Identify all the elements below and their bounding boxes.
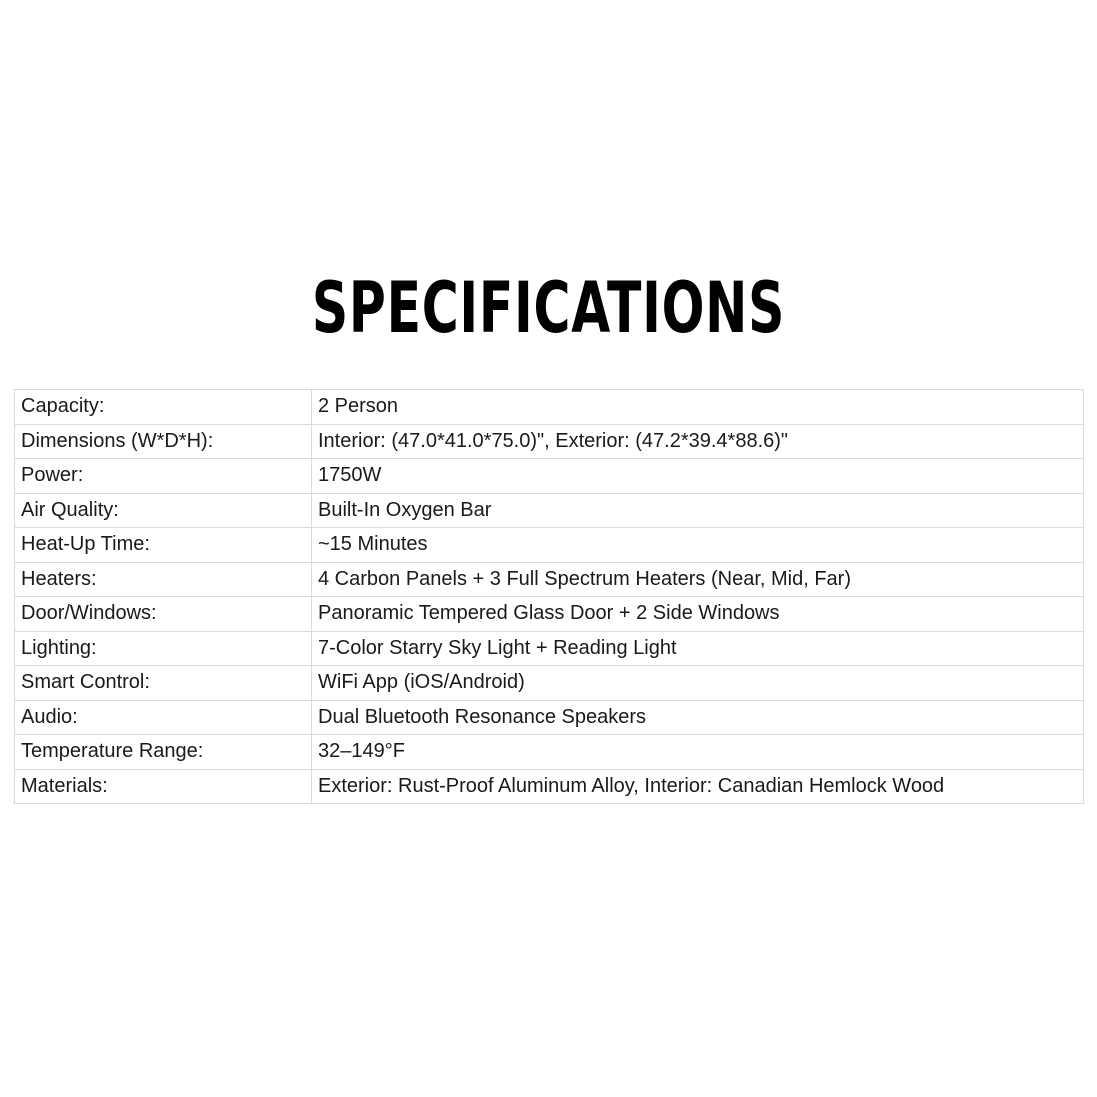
spec-row-smart-control — [15, 666, 1084, 701]
spec-row-lighting — [15, 631, 1084, 666]
spec-label: Lighting: — [15, 631, 312, 666]
spec-value: Interior: (47.0*41.0*75.0)", Exterior: (47.2*39.4*88.6)" — [312, 424, 1084, 459]
spec-value: Built-In Oxygen Bar — [312, 493, 1084, 528]
spec-value: Exterior: Rust-Proof Aluminum Alloy, Interior: Canadian Hemlock Wood — [312, 769, 1084, 804]
spec-value: 7-Color Starry Sky Light + Reading Light — [312, 631, 1084, 666]
spec-label: Door/Windows: — [15, 597, 312, 632]
spec-value: ~15 Minutes — [312, 528, 1084, 563]
spec-label: Smart Control: — [15, 666, 312, 701]
spec-row-air-quality — [15, 493, 1084, 528]
specifications-table — [14, 389, 1084, 804]
spec-value: Dual Bluetooth Resonance Speakers — [312, 700, 1084, 735]
spec-row-dimensions — [15, 424, 1084, 459]
spec-label: Materials: — [15, 769, 312, 804]
spec-label: Dimensions (W*D*H): — [15, 424, 312, 459]
spec-value: Panoramic Tempered Glass Door + 2 Side Windows — [312, 597, 1084, 632]
spec-label: Audio: — [15, 700, 312, 735]
spec-row-heat-up-time — [15, 528, 1084, 563]
spec-value: 32–149°F — [312, 735, 1084, 770]
page-title: SPECIFICATIONS — [311, 267, 786, 349]
spec-value: 4 Carbon Panels + 3 Full Spectrum Heaters (Near, Mid, Far) — [312, 562, 1084, 597]
spec-value: WiFi App (iOS/Android) — [312, 666, 1084, 701]
spec-label: Power: — [15, 459, 312, 494]
spec-row-temperature-range — [15, 735, 1084, 770]
spec-row-power — [15, 459, 1084, 494]
spec-row-heaters — [15, 562, 1084, 597]
spec-value: 2 Person — [312, 390, 1084, 425]
spec-row-materials — [15, 769, 1084, 804]
spec-label: Air Quality: — [15, 493, 312, 528]
spec-row-door-windows — [15, 597, 1084, 632]
spec-row-audio — [15, 700, 1084, 735]
spec-label: Heaters: — [15, 562, 312, 597]
spec-value: 1750W — [312, 459, 1084, 494]
spec-label: Temperature Range: — [15, 735, 312, 770]
spec-row-capacity — [15, 390, 1084, 425]
spec-label: Capacity: — [15, 390, 312, 425]
spec-label: Heat-Up Time: — [15, 528, 312, 563]
